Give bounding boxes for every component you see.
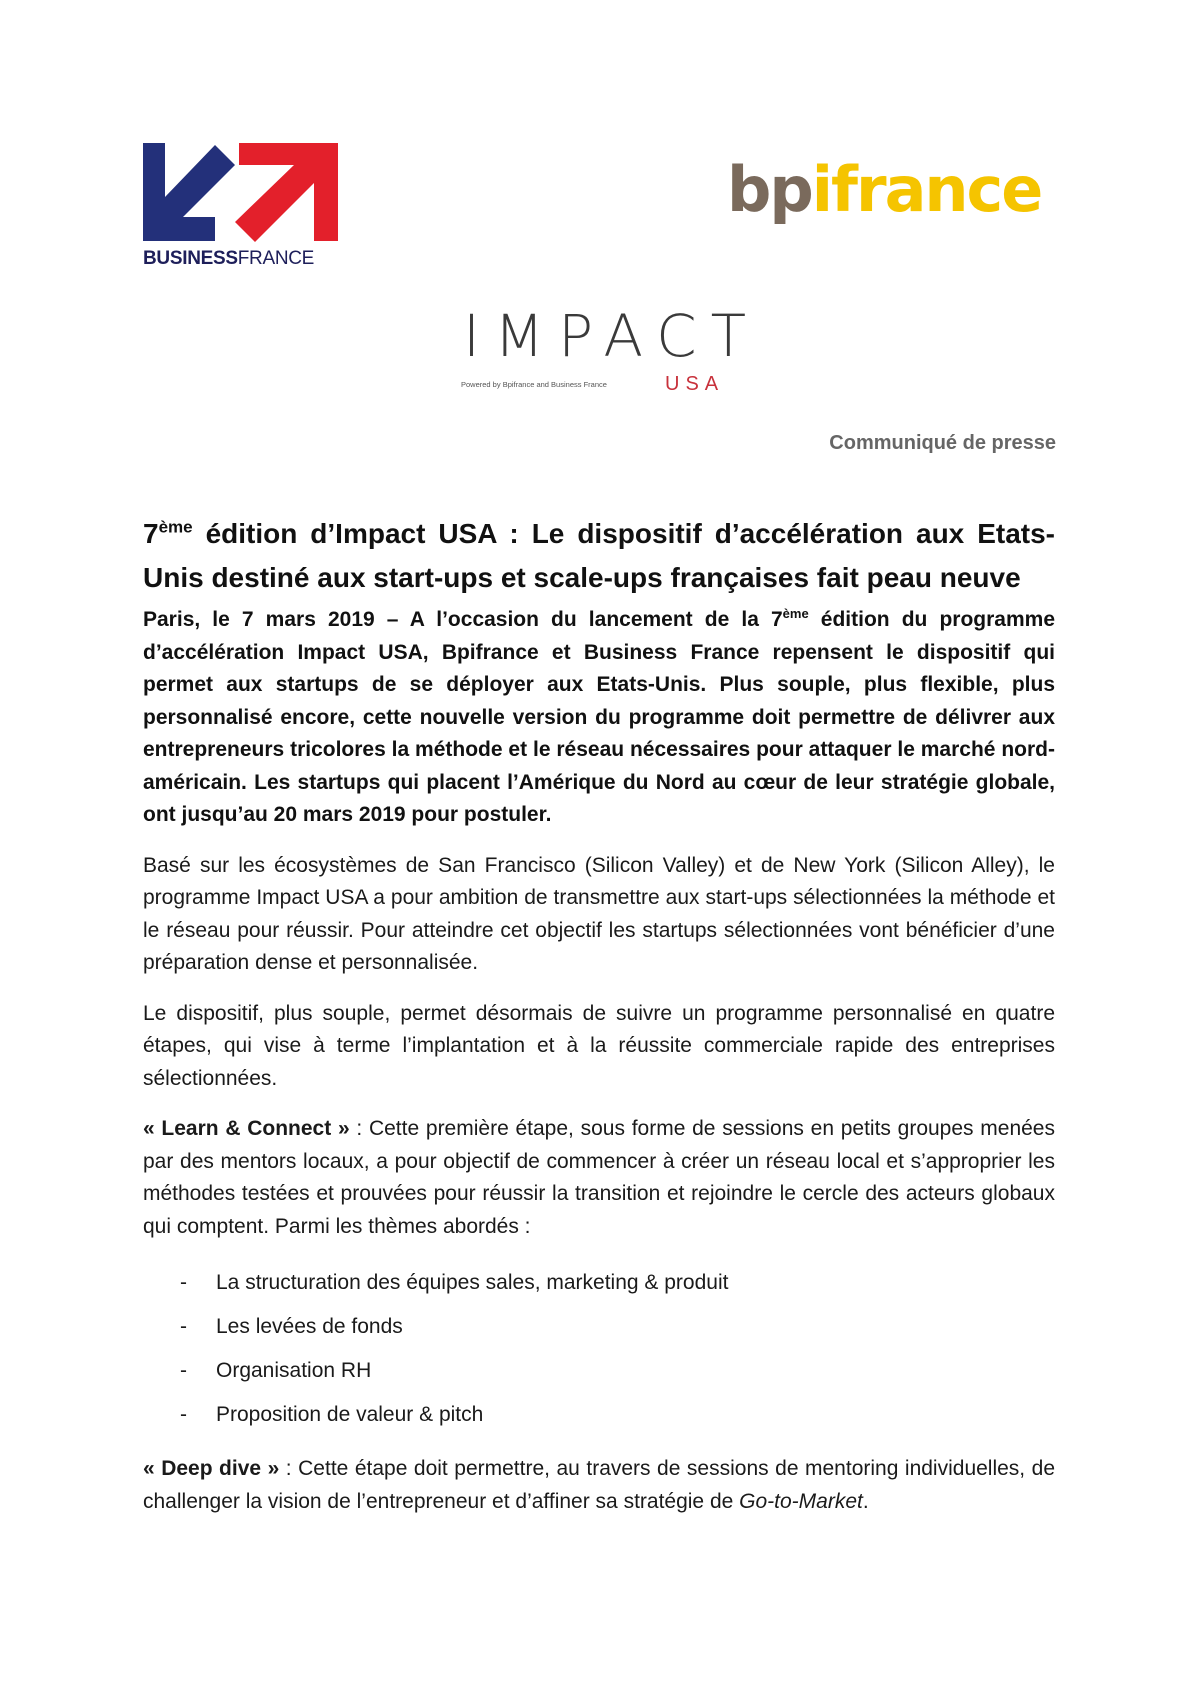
list-item: - Organisation RH [180, 1359, 372, 1382]
business-france-arrows-icon [143, 143, 338, 243]
paragraph-ecosystems: Basé sur les écosystèmes de San Francisco (Silicon Valley) et de New York (Silicon Alley), le programme Impact USA a pour ambition de transmettre aux start-ups sélectionnées la méthode et le réseau pour réussir. Pour atteindre cet objectif les startups sélectionnées vont bénéficier d’une préparation dense et personnalisée. [143, 853, 1055, 974]
business-france-logo [143, 143, 338, 273]
paragraph-deep-dive: « Deep dive » : Cette étape doit permettre, au travers de sessions de mentoring individuelles, de challenger la vision de l’entrepreneur et d’affiner sa stratégie de Go-to-Market. [143, 1457, 1056, 1513]
impact-usa-text: USA [665, 373, 725, 395]
lead-paragraph: Paris, le 7 mars 2019 – A l’occasion du lancement de la 7ème édition du programme d’accélération Impact USA, Bpifrance et Business France repensent le dispositif qui permet aux startups de se déployer aux Etats-Unis. Plus souple, plus flexible, plus personnalisé encore, cette nouvelle version du programme doit permettre de délivrer aux entrepreneurs tricolores la méthode et le réseau nécessaires pour attaquer le marché nord-américain. Les startups qui placent l’Amérique du Nord au cœur de leur stratégie globale, ont jusqu’au 20 mars 2019 pour postuler. [143, 606, 1055, 826]
learn-connect-label: « Learn & Connect » [143, 1117, 350, 1140]
list-item: - Les levées de fonds [180, 1315, 403, 1338]
paragraph-dispositif: Le dispositif, plus souple, permet désormais de suivre un programme personnalisé en quatre étapes, qui vise à terme l’implantation et à la réussite commerciale rapide des entreprises sélectionnées. [143, 1001, 1055, 1090]
list-item: - La structuration des équipes sales, marketing & produit [180, 1271, 729, 1294]
list-item: - Proposition de valeur & pitch [180, 1403, 484, 1426]
paragraph-learn-connect: « Learn & Connect » : Cette première étape, sous forme de sessions en petits groupes menées par des mentors locaux, a pour objectif de commencer à créer un réseau local et s’approprier les méthodes testées et prouvées pour réussir la transition et rejoindre le cercle des acteurs globaux qui comptent. Parmi les thèmes abordés : [143, 1117, 1055, 1238]
impact-wordmark: IMPACT [463, 302, 760, 370]
business-france-wordmark: BUSINESSFRANCE [143, 248, 315, 269]
document-title: 7ème édition d’Impact USA : Le dispositif d’accélération aux Etats-Unis destiné aux start-ups et scale-ups françaises fait peau neuve [143, 517, 1055, 593]
document-body [143, 512, 1055, 1536]
bpifrance-logo: bpifrance [727, 153, 1042, 226]
themes-list [143, 1261, 1055, 1437]
deep-dive-label: « Deep dive » [143, 1457, 280, 1480]
impact-powered-by: Powered by Bpifrance and Business France [461, 380, 607, 389]
impact-usa-logo [455, 302, 760, 395]
press-release-label: Communiqué de presse [829, 432, 1056, 454]
